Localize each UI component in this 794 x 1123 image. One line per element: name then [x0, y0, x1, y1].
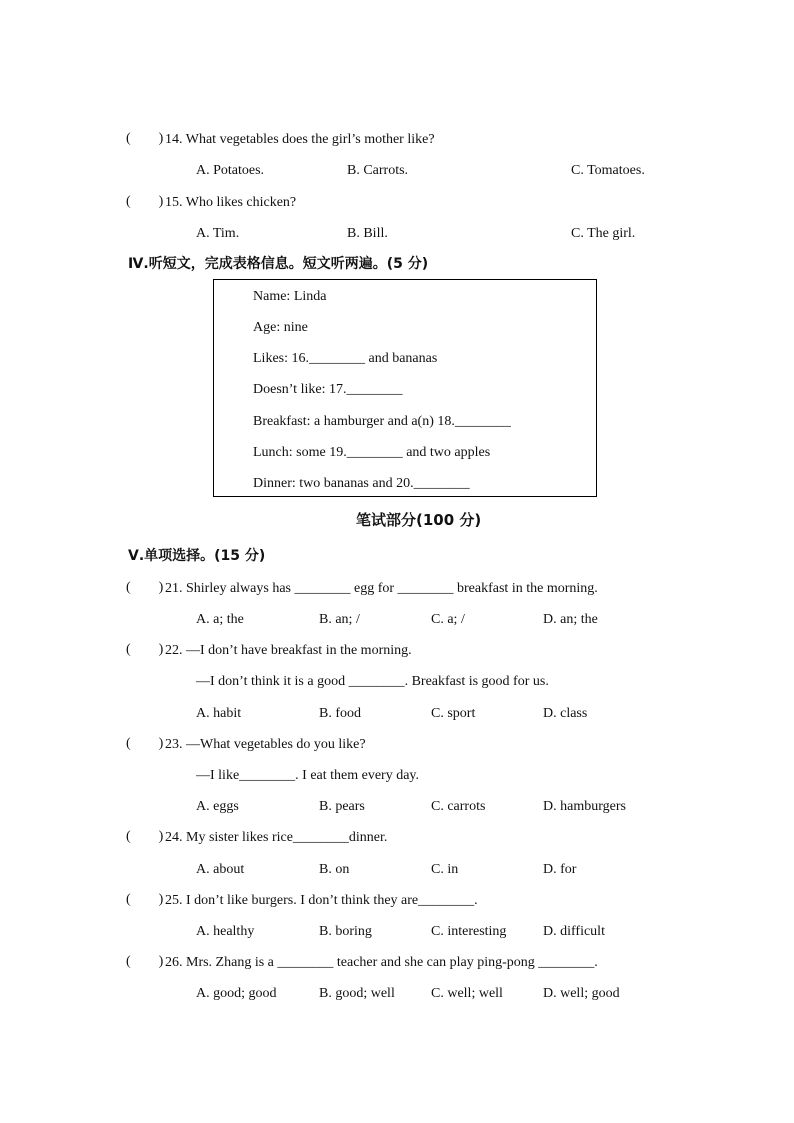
answer-blank-21[interactable]: ( ): [126, 580, 164, 595]
q26-option-a: A. good; good: [196, 986, 277, 1001]
question-22-stem: 22. —I don’t have breakfast in the morning.: [165, 643, 412, 658]
q23-option-c: C. carrots: [431, 799, 486, 814]
question-23-reply: —I like________. I eat them every day.: [196, 768, 420, 783]
q26-option-d: D. well; good: [543, 986, 620, 1001]
info-row-name: Name: Linda: [253, 289, 327, 304]
q23-option-a: A. eggs: [196, 799, 239, 814]
q24-option-b: B. on: [319, 862, 350, 877]
q21-option-a: A. a; the: [196, 612, 244, 627]
info-row-breakfast: Breakfast: a hamburger and a(n) 18.________: [253, 414, 511, 429]
answer-blank-14[interactable]: ( ): [126, 131, 164, 146]
info-row-likes: Likes: 16.________ and bananas: [253, 351, 438, 366]
question-24-stem: 24. My sister likes rice________dinner.: [165, 830, 388, 845]
q26-option-b: B. good; well: [319, 986, 395, 1001]
section-4-heading: Ⅳ.听短文，完成表格信息。短文听两遍。(5 分): [128, 256, 429, 272]
q24-option-a: A. about: [196, 862, 245, 877]
q25-option-a: A. healthy: [196, 924, 255, 939]
question-22-reply: —I don’t think it is a good ________. Breakfast is good for us.: [196, 674, 549, 689]
q21-option-d: D. an; the: [543, 612, 598, 627]
answer-blank-23[interactable]: ( ): [126, 736, 164, 751]
answer-blank-24[interactable]: ( ): [126, 829, 164, 844]
info-table-box: [213, 279, 597, 497]
section-5-heading: Ⅴ.单项选择。(15 分): [128, 548, 266, 564]
q25-option-c: C. interesting: [431, 924, 507, 939]
answer-blank-25[interactable]: ( ): [126, 892, 164, 907]
q22-option-a: A. habit: [196, 706, 242, 721]
q14-option-b: B. Carrots.: [347, 163, 409, 178]
answer-blank-15[interactable]: ( ): [126, 194, 164, 209]
info-row-lunch: Lunch: some 19.________ and two apples: [253, 445, 491, 460]
q15-option-a: A. Tim.: [196, 226, 240, 241]
q21-option-c: C. a; /: [431, 612, 465, 627]
info-row-dinner: Dinner: two bananas and 20.________: [253, 476, 470, 491]
answer-blank-22[interactable]: ( ): [126, 642, 164, 657]
q23-option-b: B. pears: [319, 799, 365, 814]
q22-option-b: B. food: [319, 706, 361, 721]
q25-option-d: D. difficult: [543, 924, 605, 939]
q26-option-c: C. well; well: [431, 986, 503, 1001]
q14-option-a: A. Potatoes.: [196, 163, 265, 178]
question-21-stem: 21. Shirley always has ________ egg for ________ breakfast in the morning.: [165, 581, 598, 596]
q25-option-b: B. boring: [319, 924, 372, 939]
question-26-stem: 26. Mrs. Zhang is a ________ teacher and she can play ping-pong ________.: [165, 955, 598, 970]
question-25-stem: 25. I don’t like burgers. I don’t think they are________.: [165, 893, 478, 908]
q21-option-b: B. an; /: [319, 612, 360, 627]
info-row-age: Age: nine: [253, 320, 308, 335]
answer-blank-26[interactable]: ( ): [126, 954, 164, 969]
q15-option-c: C. The girl.: [571, 226, 636, 241]
q22-option-c: C. sport: [431, 706, 476, 721]
q24-option-d: D. for: [543, 862, 577, 877]
q15-option-b: B. Bill.: [347, 226, 388, 241]
q14-option-c: C. Tomatoes.: [571, 163, 645, 178]
question-14-stem: 14. What vegetables does the girl’s mother like?: [165, 132, 435, 147]
q24-option-c: C. in: [431, 862, 459, 877]
q23-option-d: D. hamburgers: [543, 799, 626, 814]
written-part-title: 笔试部分(100 分): [356, 511, 482, 529]
question-23-stem: 23. —What vegetables do you like?: [165, 737, 366, 752]
info-row-doesnt-like: Doesn’t like: 17.________: [253, 382, 403, 397]
q22-option-d: D. class: [543, 706, 588, 721]
question-15-stem: 15. Who likes chicken?: [165, 195, 297, 210]
